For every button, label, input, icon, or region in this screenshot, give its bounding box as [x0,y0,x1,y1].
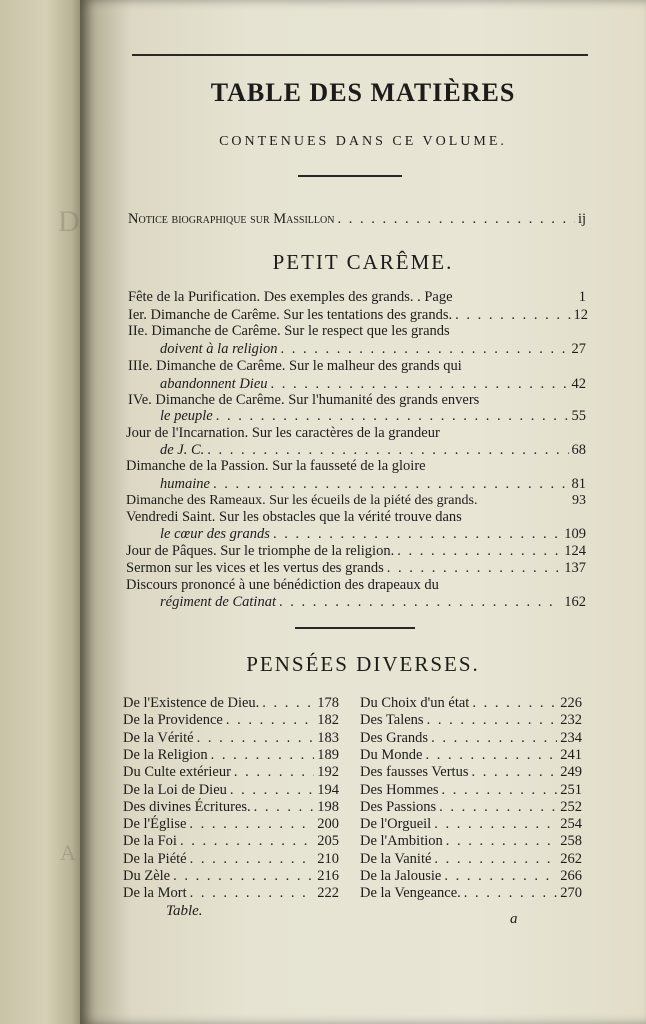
ornament-rule [298,175,402,177]
toc-entry[interactable] [360,695,582,711]
dot-leader [434,816,557,832]
dot-leader [455,307,570,323]
toc-entry[interactable] [360,851,582,867]
toc-entry-title: Du Monde [360,746,423,763]
toc-entry-page: 182 [317,712,339,729]
dot-leader [387,560,562,576]
toc-entry[interactable] [160,476,586,492]
dot-leader [216,408,569,424]
toc-entry-page: ij [577,211,586,227]
toc-entry[interactable] [360,712,582,728]
toc-entry[interactable] [360,799,582,815]
toc-entry-title: Du Choix d'un état [360,695,470,711]
dot-leader [444,868,557,884]
toc-entry-title: De la Loi de Dieu [123,781,227,798]
toc-entry-page: 262 [560,850,582,867]
toc-entry[interactable] [123,712,339,728]
dot-leader [211,747,315,763]
toc-entry-page: 137 [564,560,586,576]
toc-entry-page: 249 [560,764,582,781]
dot-leader [439,799,557,815]
signature-mark: a [510,911,518,927]
toc-entry[interactable] [160,341,586,357]
dot-leader [279,594,561,610]
toc-entry[interactable] [123,764,339,780]
toc-entry[interactable] [123,782,339,798]
toc-entry-page: 81 [571,476,586,492]
toc-entry[interactable] [123,695,339,711]
toc-entry[interactable] [160,526,586,542]
toc-entry-notice[interactable] [128,211,586,227]
toc-entry-page: 194 [317,781,339,798]
toc-entry-page: 1 [578,289,586,305]
toc-entry[interactable] [128,289,586,305]
toc-entry-title: Fête de la Purification. Des exemples des grands. . Page [128,289,453,305]
toc-entry-title: Ier. Dimanche de Carême. Sur les tentations des grands. [128,307,453,323]
toc-entry-title: De la Jalousie [360,868,442,884]
toc-entry[interactable] [360,816,582,832]
toc-entry-page: 216 [317,868,339,884]
dot-leader [213,476,569,492]
toc-entry-title-line[interactable]: Jour de l'Incarnation. Sur les caractères de la grandeur [126,425,440,441]
toc-entry-page: 12 [573,307,588,323]
toc-entry-page: 226 [560,695,582,711]
toc-entry-page: 266 [560,868,582,884]
toc-entry[interactable] [360,868,582,884]
dot-leader [425,747,557,763]
toc-entry[interactable] [123,851,339,867]
toc-entry-title: De l'Orgueil [360,816,432,833]
toc-entry-title: De la Mort [123,885,187,902]
toc-entry[interactable] [123,747,339,763]
toc-entry-page: 183 [317,729,339,746]
toc-entry-title: Du Zèle [123,868,171,884]
toc-entry-title: Notice biographique sur Massillon [128,211,335,227]
toc-entry-title: De l'Église [123,816,187,833]
toc-entry-page: 252 [560,798,582,815]
left-page-edge [0,0,84,1024]
toc-entry-page: 189 [317,746,339,763]
dot-leader [254,799,315,815]
dot-leader [464,885,557,901]
toc-entry[interactable] [360,747,582,763]
dot-leader [173,868,314,884]
toc-entry-page: 162 [564,594,586,610]
toc-entry[interactable] [160,376,586,392]
toc-entry-title-line[interactable]: Vendredi Saint. Sur les obstacles que la vérité trouve dans [126,509,462,525]
dot-leader [262,695,314,711]
toc-entry-title-line[interactable]: IIIe. Dimanche de Carême. Sur le malheur des grands qui [128,358,462,374]
toc-entry[interactable] [123,730,339,746]
toc-entry-title: De la Foi [123,833,177,850]
dot-leader [280,341,568,357]
dot-leader [337,211,574,227]
toc-entry-title: De l'Ambition [360,833,443,850]
toc-entry-title: le cœur des grands [160,526,270,542]
toc-entry[interactable] [126,493,586,509]
toc-entry-title: Des fausses Vertus [360,764,469,781]
dot-leader [207,442,568,458]
dot-leader [190,851,315,867]
toc-entry[interactable] [126,543,586,559]
toc-entry-title: Sermon sur les vices et les vertus des grands [126,560,384,576]
toc-entry-title-line[interactable]: Dimanche de la Passion. Sur la fausseté de la gloire [126,458,426,474]
toc-entry-page: 192 [317,764,339,781]
toc-entry-page: 42 [571,376,586,392]
toc-entry-title: le peuple [160,408,213,424]
toc-entry-title: De la Vengeance. [360,885,461,902]
dot-leader [190,885,315,901]
toc-entry-page: 270 [560,885,582,902]
toc-entry[interactable] [360,833,582,849]
toc-entry[interactable] [360,885,582,901]
dot-leader [472,695,557,711]
dot-leader [189,816,314,832]
page-subtitle: CONTENUES DANS CE VOLUME. [219,134,507,149]
show-through-mark: A [60,840,76,865]
toc-entry-title: abandonnent Dieu [160,376,268,392]
toc-entry-page: 124 [564,543,586,559]
toc-entry-title: doivent à la religion [160,341,278,357]
section-divider [295,627,415,629]
top-rule [132,54,588,56]
toc-entry-title-line[interactable]: Discours prononcé à une bénédiction des drapeaux du [126,577,439,593]
dot-leader [273,526,561,542]
toc-entry-page: 210 [317,850,339,867]
toc-entry-page: 222 [317,885,339,902]
toc-entry-page: 55 [571,408,586,424]
toc-entry-page: 251 [560,781,582,798]
toc-entry-page: 198 [317,798,339,815]
toc-entry-page: 68 [571,442,586,458]
toc-entry[interactable] [123,816,339,832]
toc-entry[interactable] [128,307,588,323]
section-heading-petit-careme: PETIT CARÊME. [272,250,454,274]
toc-entry-page: 178 [317,695,339,711]
dot-leader [180,833,314,849]
dot-leader [197,730,315,746]
toc-entry-title: De la Providence [123,712,223,729]
dot-leader [434,851,557,867]
toc-entry-title: Jour de Pâques. Sur le triomphe de la religion. [126,543,395,559]
dot-leader [226,712,314,728]
catchword: Table. [166,903,203,919]
toc-entry-title: Des Hommes [360,781,439,798]
toc-entry-title: De la Religion [123,746,208,763]
toc-entry-title-line[interactable]: IVe. Dimanche de Carême. Sur l'humanité des grands envers [128,392,480,408]
toc-entry-page: 27 [571,341,586,357]
toc-entry-title-line[interactable]: IIe. Dimanche de Carême. Sur le respect que les grands [128,323,450,339]
toc-entry-page: 234 [560,729,582,746]
toc-entry-page: 200 [317,816,339,833]
toc-entry-page: 254 [560,816,582,833]
toc-entry-title: De l'Existence de Dieu. [123,695,260,711]
toc-entry[interactable] [160,594,586,610]
dot-leader [427,712,558,728]
dot-leader [234,764,314,780]
toc-entry[interactable] [160,442,586,458]
toc-entry-page: 258 [560,833,582,850]
toc-entry[interactable] [123,868,339,884]
toc-entry[interactable] [360,764,582,780]
toc-entry[interactable] [126,560,586,576]
toc-entry[interactable] [123,885,339,901]
toc-entry-page: 232 [560,712,582,729]
dot-leader [446,833,557,849]
toc-entry-title: Des Talens [360,712,424,729]
toc-entry-title: humaine [160,476,210,492]
toc-entry-title: De la Piété [123,850,187,867]
toc-entry-page: 205 [317,833,339,850]
dot-leader [431,730,557,746]
toc-entry-title: Du Culte extérieur [123,764,231,781]
toc-entry-title: de J. C. [160,442,205,458]
toc-entry[interactable] [123,799,339,815]
dot-leader [397,543,561,559]
toc-entry-page: 241 [560,746,582,763]
toc-entry-title: Des divines Écritures. [123,798,251,815]
toc-entry[interactable] [160,408,586,424]
toc-entry-title: régiment de Catinat [160,594,276,610]
section-heading-pensees-diverses: PENSÉES DIVERSES. [246,652,480,676]
toc-entry-page: 109 [564,526,586,542]
toc-entry[interactable] [360,782,582,798]
toc-entry-title: Des Passions [360,798,437,815]
dot-leader [442,782,558,798]
dot-leader [471,764,557,780]
toc-entry-title: De la Vérité [123,729,194,746]
toc-entry-title: Dimanche des Rameaux. Sur les écueils de la piété des grands. [126,493,478,508]
page-title: TABLE DES MATIÈRES [210,78,516,107]
dot-leader [230,782,314,798]
dot-leader [271,376,569,392]
book-page [80,0,646,1024]
show-through-mark: D [58,205,80,238]
toc-entry[interactable] [123,833,339,849]
toc-entry-page: 93 [572,493,586,508]
toc-entry-title: Des Grands [360,729,429,746]
toc-entry-title: De la Vanité [360,850,432,867]
toc-entry[interactable] [360,730,582,746]
